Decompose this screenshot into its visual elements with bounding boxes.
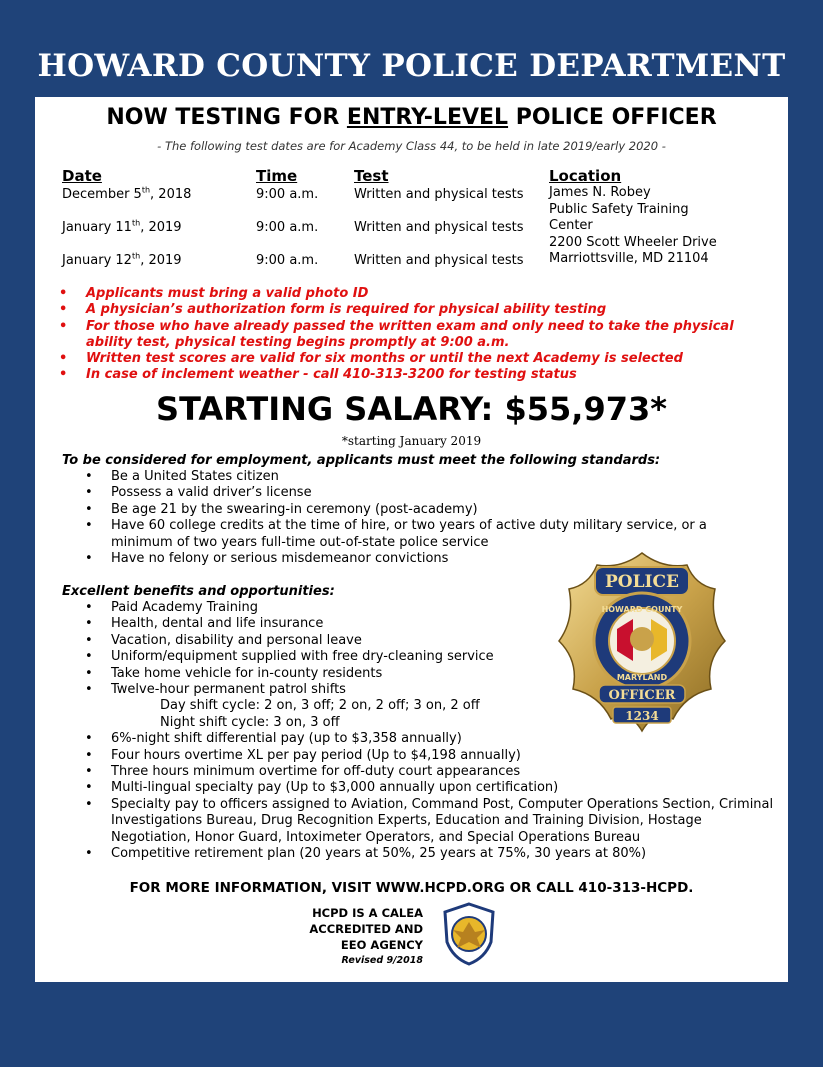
- list-item: • Three hours minimum overtime for off-duty court appearances: [85, 764, 775, 780]
- police-badge-icon: [555, 549, 730, 734]
- list-item: • Be age 21 by the swearing-in ceremony (post-academy): [85, 502, 745, 518]
- list-item: • Multi-lingual specialty pay (Up to $3,000 annually upon certification): [85, 780, 775, 796]
- row-test: Written and physical tests: [354, 220, 524, 235]
- col-header-time: Time: [256, 167, 298, 185]
- list-item: • A physician’s authorization form is required for physical ability testing: [59, 302, 769, 318]
- testing-notices: [59, 286, 769, 384]
- list-item: • Applicants must bring a valid photo ID: [59, 286, 769, 302]
- calea-statement: HCPD IS A CALEA ACCREDITED AND EEO AGENCY Revised 9/2018: [271, 905, 423, 969]
- badge-ring-text: HOWARD COUNTY: [601, 605, 683, 614]
- list-item: • Take home vehicle for in-county residents: [85, 666, 775, 682]
- list-item: • Specialty pay to officers assigned to Aviation, Command Post, Computer Operations Section, Criminal Investigations Bureau, Drug Recognition Experts, Education and Training Division, Hostage Negotiation, Honor Guard, Intoximeter Operators, and Special Operations Bureau: [85, 797, 775, 846]
- list-item: • 6%-night shift differential pay (up to $3,358 annually): [85, 731, 775, 747]
- list-item: • Have no felony or serious misdemeanor convictions: [85, 551, 745, 567]
- list-item: • Health, dental and life insurance: [85, 616, 775, 632]
- row-test: Written and physical tests: [354, 253, 524, 268]
- list-item: • Twelve-hour permanent patrol shifts: [85, 682, 775, 698]
- title-emphasis: ENTRY-LEVEL: [346, 105, 509, 130]
- col-header-test: Test: [354, 167, 389, 185]
- row-test: Written and physical tests: [354, 187, 524, 202]
- list-item: • Paid Academy Training: [85, 600, 775, 616]
- row-date: December 5th, 2018: [62, 185, 192, 202]
- page-title: NOW TESTING FOR ENTRY-LEVEL POLICE OFFICER: [106, 105, 717, 130]
- calea-seal-icon: [441, 902, 497, 966]
- flyer-panel: [35, 97, 788, 982]
- list-item: • Written test scores are valid for six months or until the next Academy is selected: [59, 351, 769, 367]
- list-item: • Competitive retirement plan (20 years at 50%, 25 years at 75%, 30 years at 80%): [85, 846, 775, 862]
- badge-state-text: MARYLAND: [616, 673, 668, 682]
- list-item: • For those who have already passed the written exam and only need to take the physical ability test, physical testing begins promptly at 9:00 a.m.: [59, 319, 769, 352]
- list-item: • In case of inclement weather - call 410-313-3200 for testing status: [59, 367, 769, 383]
- badge-top-text: POLICE: [605, 572, 679, 592]
- starting-salary: STARTING SALARY: $55,973*: [156, 390, 667, 428]
- list-item: • Four hours overtime XL per pay period (Up to $4,198 annually): [85, 748, 775, 764]
- contact-info: FOR MORE INFORMATION, VISIT WWW.HCPD.ORG OR CALL 410-313-HCPD.: [129, 880, 694, 896]
- badge-rank-text: OFFICER: [608, 688, 676, 703]
- location-address: James N. Robey Public Safety Training Center 2200 Scott Wheeler Drive Marriottsville, MD 21104: [549, 185, 717, 266]
- row-date: January 12th, 2019: [62, 251, 182, 268]
- subtitle: - The following test dates are for Academy Class 44, to be held in late 2019/early 2020 -: [157, 139, 666, 153]
- banner-title: HOWARD COUNTY POLICE DEPARTMENT: [37, 48, 786, 84]
- badge-number-text: 1234: [625, 709, 659, 723]
- col-header-date: Date: [62, 167, 102, 185]
- list-item: • Be a United States citizen: [85, 469, 745, 485]
- revised-date: Revised 9/2018: [341, 955, 423, 966]
- row-time: 9:00 a.m.: [256, 253, 319, 268]
- salary-footnote: *starting January 2019: [341, 434, 482, 448]
- list-item: • Possess a valid driver’s license: [85, 485, 745, 501]
- row-time: 9:00 a.m.: [256, 220, 319, 235]
- col-header-location: Location: [549, 167, 622, 185]
- benefits-heading: Excellent benefits and opportunities:: [62, 584, 335, 599]
- requirements-heading: To be considered for employment, applicants must meet the following standards:: [62, 453, 661, 468]
- list-item: • Uniform/equipment supplied with free dry-cleaning service: [85, 649, 775, 665]
- shift-cycle-night: Night shift cycle: 3 on, 3 off: [160, 714, 340, 730]
- list-item: • Have 60 college credits at the time of hire, or two years of active duty military service, or a minimum of two years full-time out-of-state police service: [85, 518, 745, 551]
- list-item: • Vacation, disability and personal leave: [85, 633, 775, 649]
- row-date: January 11th, 2019: [62, 218, 182, 235]
- row-time: 9:00 a.m.: [256, 187, 319, 202]
- shift-cycle-day: Day shift cycle: 2 on, 3 off; 2 on, 2 off; 3 on, 2 off: [160, 698, 480, 714]
